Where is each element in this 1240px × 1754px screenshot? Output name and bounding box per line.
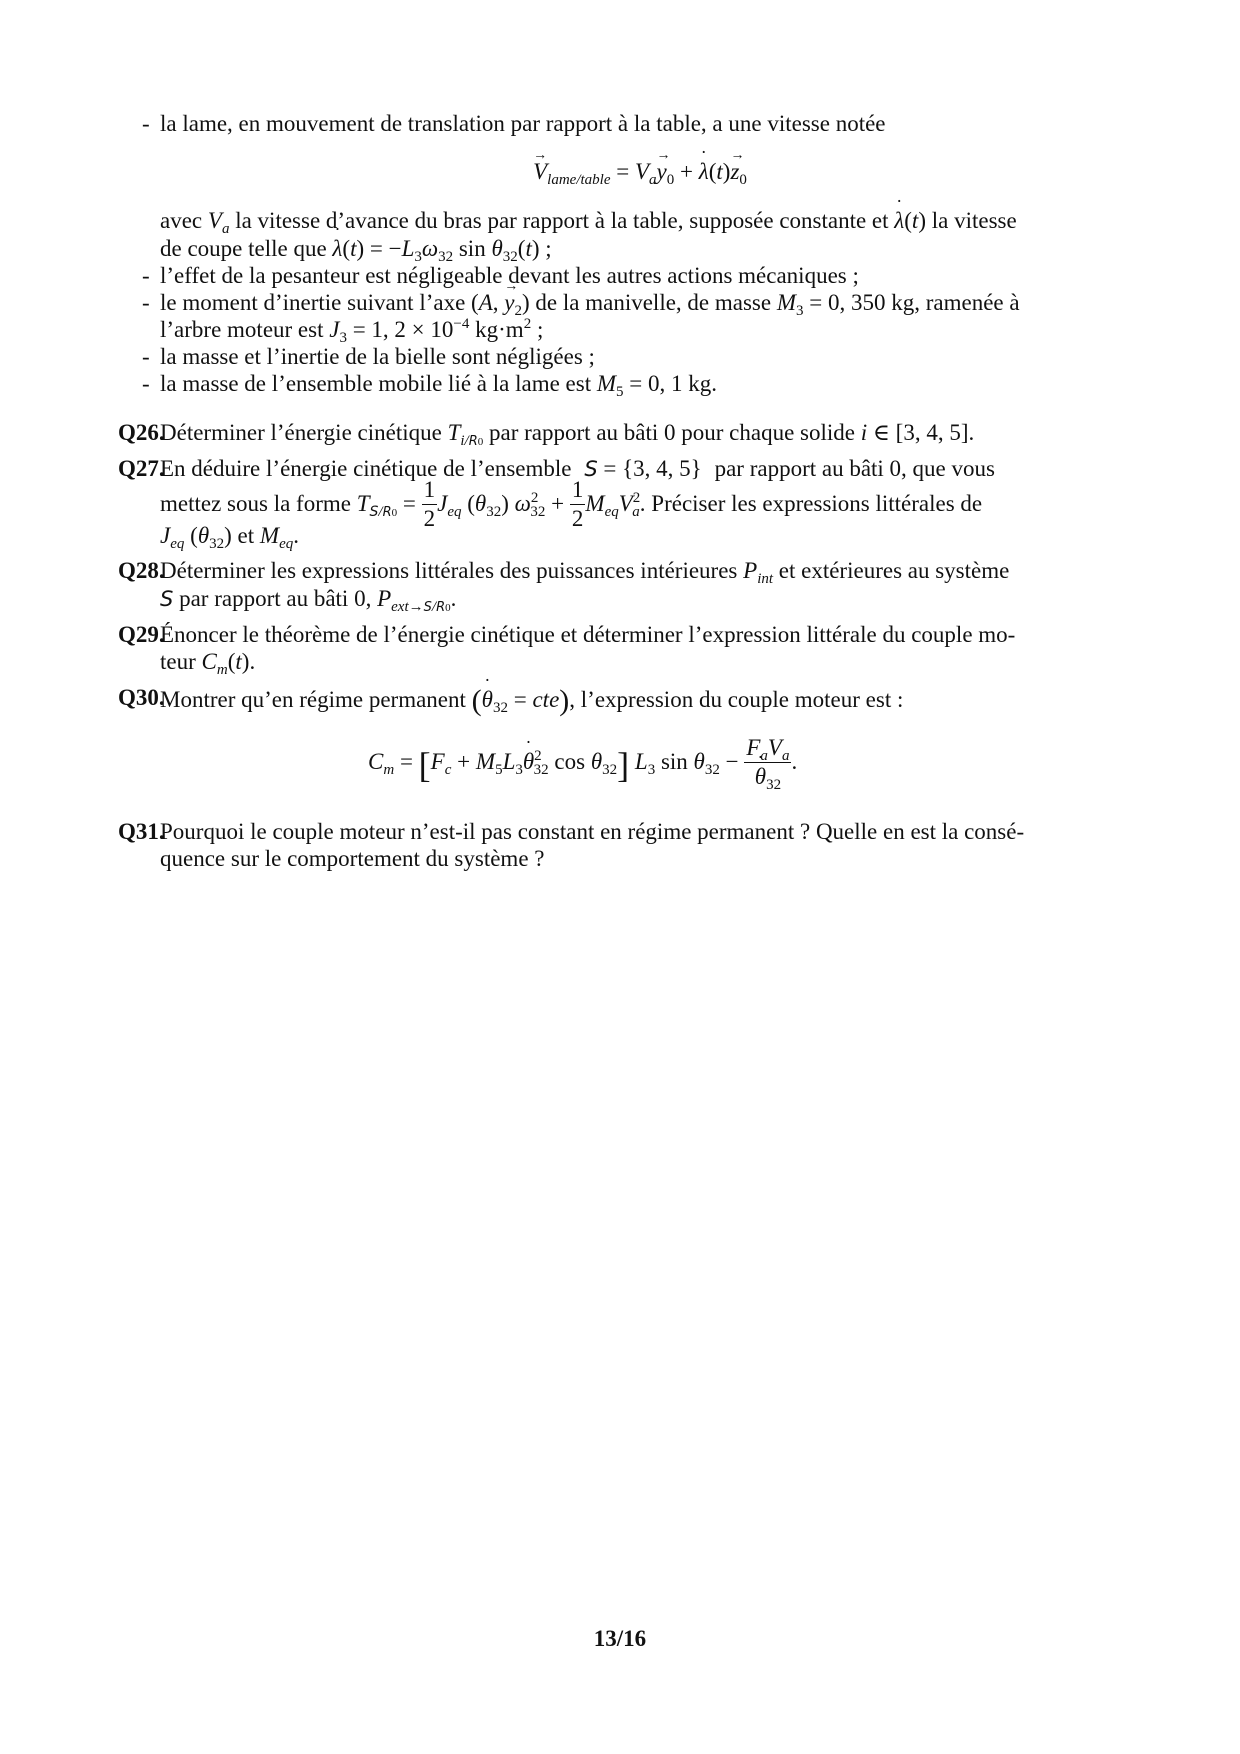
q27-label: Q27.	[118, 456, 165, 481]
q31-line-2	[160, 844, 545, 874]
q30-text-1: Montrer qu’en régime permanent	[160, 687, 466, 712]
q30-line-1: Montrer qu’en régime permanent (θ $˙_{32} = cte$), l’expression du couple moteur est :	[160, 683, 903, 715]
bullet-1-line-3: de coupe telle que λ ˙(t) = $-L_3\omega_{32}$ $\sin \theta_{32}(t)$ ;	[160, 234, 552, 264]
bullet-1-text-3: la vitesse	[931, 208, 1017, 233]
velocity-equation: $V \to_{lame/table} = V_ay \to_0 + \lambda$ ˙(t)z $\to_0$	[0, 157, 1240, 187]
q29-text-2: teur	[160, 649, 196, 674]
bullet-1-line-1	[142, 109, 886, 139]
q31-text-1: Pourquoi le couple moteur n’est-il pas constant en régime permanent ? Quelle en est la consé-	[160, 819, 1025, 844]
q27-text-2b: Préciser les expressions littérales de	[651, 491, 983, 516]
q27-text-2a: mettez sous la forme	[160, 491, 351, 516]
q28-line-2: S par rapport au bâti 0, $P_{ext\to S/R0}$.	[160, 586, 457, 615]
q28-text-1b: et extérieures au système	[778, 558, 1010, 583]
q26-text-1: Déterminer l’énergie cinétique	[160, 420, 442, 445]
bullet-4: - la masse et l’inertie de la bielle sont négligées ;	[142, 344, 595, 369]
bullet-3-text-4: l’arbre moteur est	[160, 317, 324, 342]
bullet-3-text-3: ramenée à	[925, 290, 1020, 315]
couple-equation: $C_m$ = [ $F_c$ + $M_5L_3\theta$ ˙$^2_{32}$ cos $\theta_{32}$ ] $L_3$ sin $\theta_{32}$ − $\frac{F_aV_a}{\theta ˙_{32}}$ .	[368, 730, 797, 794]
bullet-2: - l’effet de la pesanteur est négligeable devant les autres actions mécaniques ;	[142, 263, 859, 288]
q27-text-1: En déduire l’énergie cinétique de l’ensemble	[160, 456, 572, 481]
bullet-dash: -	[142, 111, 150, 136]
q27-line-1: En déduire l’énergie cinétique de l’ensemble S = {3, 4, 5} par rapport au bâti 0, que vous	[160, 454, 995, 484]
q30-label: Q30.	[118, 685, 165, 710]
bullet-5: - la masse de l’ensemble mobile lié à la lame est $M_5 = 0$, 1 kg.	[142, 371, 717, 400]
q28-text-1a: Déterminer les expressions littérales des puissances intérieures	[160, 558, 738, 583]
q31-line-1	[160, 817, 1024, 847]
bullet-3-line-1: - le moment d’inertie suivant l’axe (A, $y \to_2$) de la manivelle, de masse $M_3 = 0$, 350 kg, ramenée à	[142, 288, 1020, 318]
q31-label: Q31.	[118, 819, 165, 844]
bullet-1-text-4: de coupe telle que	[160, 236, 327, 261]
bullet-3-line-2: l’arbre moteur est $J_3 = 1$, $2 \times 10^{-4}$ $kg\cdot m^2$ ;	[160, 316, 544, 346]
q29-line-2: teur $C_m(t)$.	[160, 649, 256, 678]
q26-text: Déterminer l’énergie cinétique $T_{i/R0}$ par rapport au bâti 0 pour chaque solide i ∈ [3, 4, 5].	[160, 420, 975, 449]
q27-line-2: mettez sous la forme $T_{S/R0}$ = $\frac{1}{2}$ $J_{eq}$ $(\theta_{32})$ $\omega^2_{32}$ + $\frac{1}{2}$ $M_{eq}V^2_a$ . Préciser les expressions littérales de	[160, 476, 983, 531]
q29-text-1: Énoncer le théorème de l’énergie cinétique et déterminer l’expression littérale du couple mo-	[160, 622, 1016, 647]
bullet-3-text-2: de la manivelle, de masse	[535, 290, 772, 315]
bullet-1-line-2: avec $V_a$ la vitesse d’avance du bras par rapport à la table, supposée constante et λ ˙(t) la vitesse	[160, 206, 1017, 236]
bullet-2-text: l’effet de la pesanteur est négligeable devant les autres actions mécaniques ;	[160, 263, 859, 288]
avec-text: avec	[160, 208, 203, 233]
q26-label: Q26.	[118, 420, 165, 445]
q27-text-1b: par rapport au bâti 0, que vous	[714, 456, 995, 481]
bullet-3-text-1: le moment d’inertie suivant l’axe	[160, 290, 466, 315]
q29-label: Q29.	[118, 622, 165, 647]
q28-text-2: par rapport au bâti 0,	[179, 586, 372, 611]
q31-text-2: quence sur le comportement du système ?	[160, 846, 545, 871]
q27-line-3: $J_{eq}$ $(\theta_{32})$ et $M_{eq}$.	[160, 523, 299, 552]
q27-and: et	[237, 523, 255, 548]
page-number: 13/16	[593, 1626, 647, 1651]
bullet-4-text: la masse et l’inertie de la bielle sont négligées ;	[160, 344, 595, 369]
q26-text-2: par rapport au bâti 0 pour chaque solide	[489, 420, 855, 445]
bullet-5-text: la masse de l’ensemble mobile lié à la lame est	[160, 371, 592, 396]
q29-line-1	[160, 620, 1015, 650]
q30-text-2: , l’expression du couple moteur est :	[569, 687, 904, 712]
bullet-1-text: la lame, en mouvement de translation par rapport à la table, a une vitesse notée	[160, 111, 886, 136]
bullet-1-text-2: la vitesse d’avance du bras par rapport à la table, supposée constante et	[235, 208, 889, 233]
q28-label: Q28.	[118, 558, 165, 583]
q28-line-1: Déterminer les expressions littérales des puissances intérieures $P_{int}$ et extérieures au système	[160, 558, 1010, 587]
